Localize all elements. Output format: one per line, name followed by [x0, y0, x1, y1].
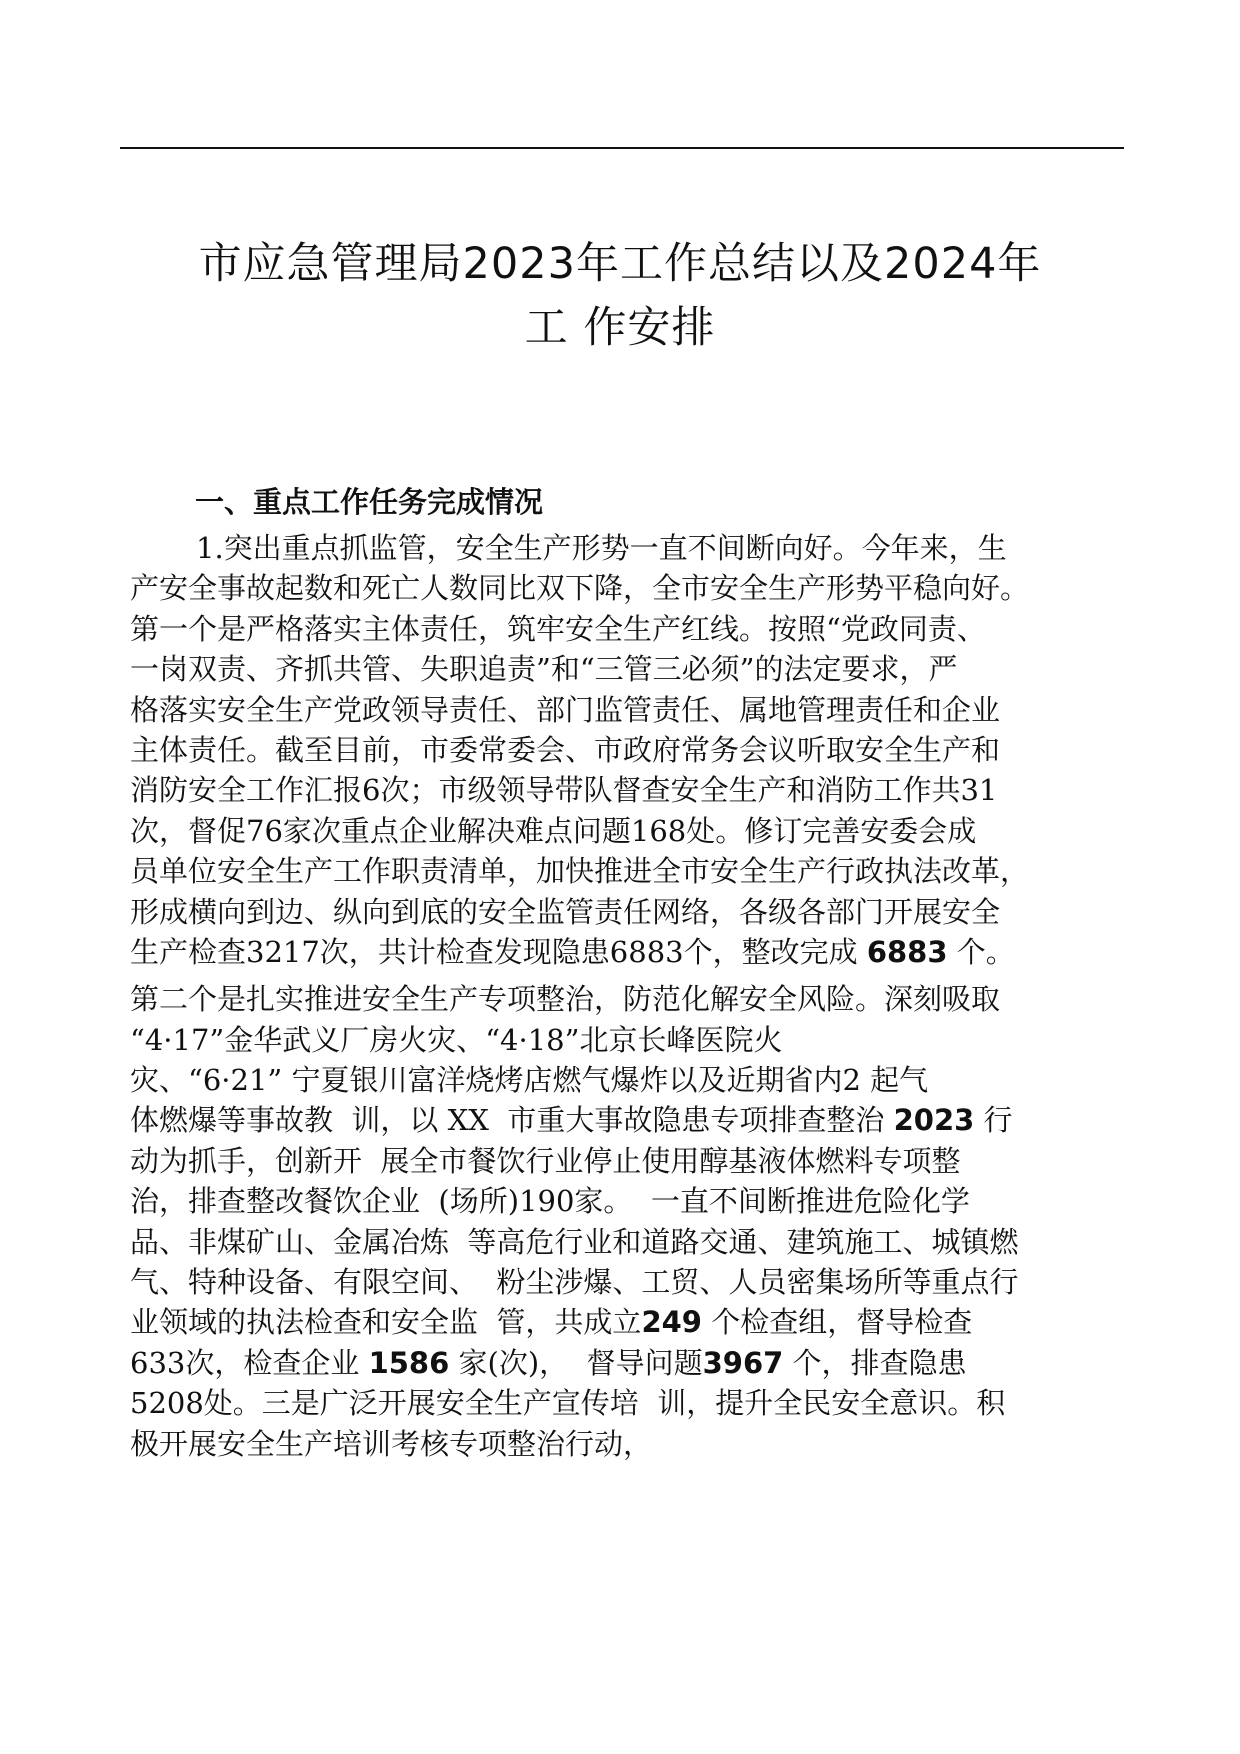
- body-text-segment: 灾、“6·21” 宁夏银川富洋烧烤店燃气爆炸以及近期省内2 起气: [130, 1063, 929, 1098]
- body-line: [130, 932, 1125, 972]
- body-line: [130, 649, 1125, 689]
- body-text-segment: 第二个是扎实推进安全生产专项整治，防范化解安全风险。深刻吸取: [130, 982, 1001, 1017]
- body-line: [130, 1343, 1125, 1383]
- body-line: [130, 851, 1125, 891]
- body-line: [130, 1060, 1125, 1100]
- emphasized-number: 6883: [866, 934, 948, 969]
- body-text-segment: 员单位安全生产工作职责清单，加快推进全市安全生产行政执法改革，: [130, 854, 1030, 889]
- body-text-segment: “4·17”金华武义厂房火灾、“4·18”北京长峰医院火: [130, 1022, 783, 1057]
- body-text-segment: 品、非煤矿山、金属冶炼 等高危行业和道路交通、建筑施工、城镇燃: [130, 1224, 1019, 1259]
- body-text-segment: 主体责任。截至目前，市委常委会、市政府常务会议听取安全生产和: [130, 732, 1001, 767]
- body-line: [130, 1020, 1125, 1060]
- body-text-segment: 动为抓手，创新开 展全市餐饮行业停止使用醇基液体燃料专项整: [130, 1143, 961, 1178]
- emphasized-number: 1586: [368, 1345, 450, 1380]
- body-line: [130, 690, 1125, 730]
- document-title-line-2: 工 作安排: [524, 303, 716, 353]
- body-text: [130, 528, 1125, 1464]
- body-text-segment: 消防安全工作汇报6次；市级领导带队督查安全生产和消防工作共31: [130, 773, 998, 808]
- body-text-segment: 个检查组，督导检查: [701, 1305, 973, 1340]
- body-line: [130, 1222, 1125, 1262]
- body-text-segment: 633次，检查企业: [130, 1345, 369, 1380]
- body-text-segment: 产安全事故起数和死亡人数同比双下降，全市安全生产形势平稳向好。: [130, 571, 1030, 606]
- body-line: [130, 1100, 1125, 1140]
- body-text-segment: 次，督促76家次重点企业解决难点问题168处。修订完善安委会成: [130, 813, 977, 848]
- body-text-segment: 体燃爆等事故教 训，以 XX 市重大事故隐患专项排查整治: [130, 1103, 894, 1138]
- body-text-segment: 业领域的执法检查和安全监 管，共成立: [130, 1305, 642, 1340]
- body-text-segment: 第一个是严格落实主体责任，筑牢安全生产红线。按照“党政同责、: [130, 611, 986, 646]
- body-text-segment: 1.突出重点抓监管，安全生产形势一直不间断向好。今年来，生: [196, 531, 1007, 565]
- body-line: [130, 1141, 1125, 1181]
- body-line: [130, 811, 1125, 851]
- body-line: [130, 979, 1125, 1019]
- body-line: [130, 568, 1125, 608]
- document-title-line-1: 市应急管理局2023年工作总结以及2024年: [198, 239, 1042, 289]
- document-title: [110, 232, 1130, 360]
- body-text-segment: 形成横向到边、纵向到底的安全监管责任网络，各级各部门开展安全: [130, 894, 1001, 929]
- body-line: [130, 892, 1125, 932]
- body-text-segment: 格落实安全生产党政领导责任、部门监管责任、属地管理责任和企业: [130, 692, 1001, 727]
- body-line: [130, 528, 1125, 568]
- body-text-segment: 5208处。三是广泛开展安全生产宣传培 训，提升全民安全意识。积: [130, 1386, 1006, 1421]
- body-text-segment: 极开展安全生产培训考核专项整治行动，: [130, 1426, 653, 1461]
- emphasized-number: 2023: [893, 1103, 975, 1138]
- body-line: [130, 1383, 1125, 1423]
- body-text-segment: 行: [974, 1103, 1013, 1138]
- body-line: [130, 1302, 1125, 1342]
- body-text-segment: 个。: [947, 934, 1015, 969]
- body-text-segment: 气、特种设备、有限空间、 粉尘涉爆、工贸、人员密集场所等重点行: [130, 1265, 1019, 1300]
- body-line: [130, 1262, 1125, 1302]
- body-line: [130, 770, 1125, 810]
- emphasized-number: 249: [641, 1305, 702, 1340]
- body-text-segment: 生产检查3217次，共计检查发现隐患6883个，整改完成: [130, 934, 867, 969]
- body-text-segment: 一岗双责、齐抓共管、失职追责”和“三管三必须”的法定要求，严: [130, 652, 958, 687]
- body-line: [130, 609, 1125, 649]
- body-line: [130, 1424, 1125, 1464]
- body-line: [130, 730, 1125, 770]
- section-heading: 一、重点工作任务完成情况: [195, 485, 544, 519]
- body-text-segment: 个，排查隐患: [783, 1345, 967, 1380]
- body-text-segment: 治，排查整改餐饮企业 (场所)190家。 一直不间断推进危险化学: [130, 1184, 970, 1219]
- header-rule: [120, 147, 1124, 149]
- body-text-segment: 家(次)， 督导问题: [449, 1345, 703, 1380]
- body-line: [130, 1181, 1125, 1221]
- emphasized-number: 3967: [702, 1345, 784, 1380]
